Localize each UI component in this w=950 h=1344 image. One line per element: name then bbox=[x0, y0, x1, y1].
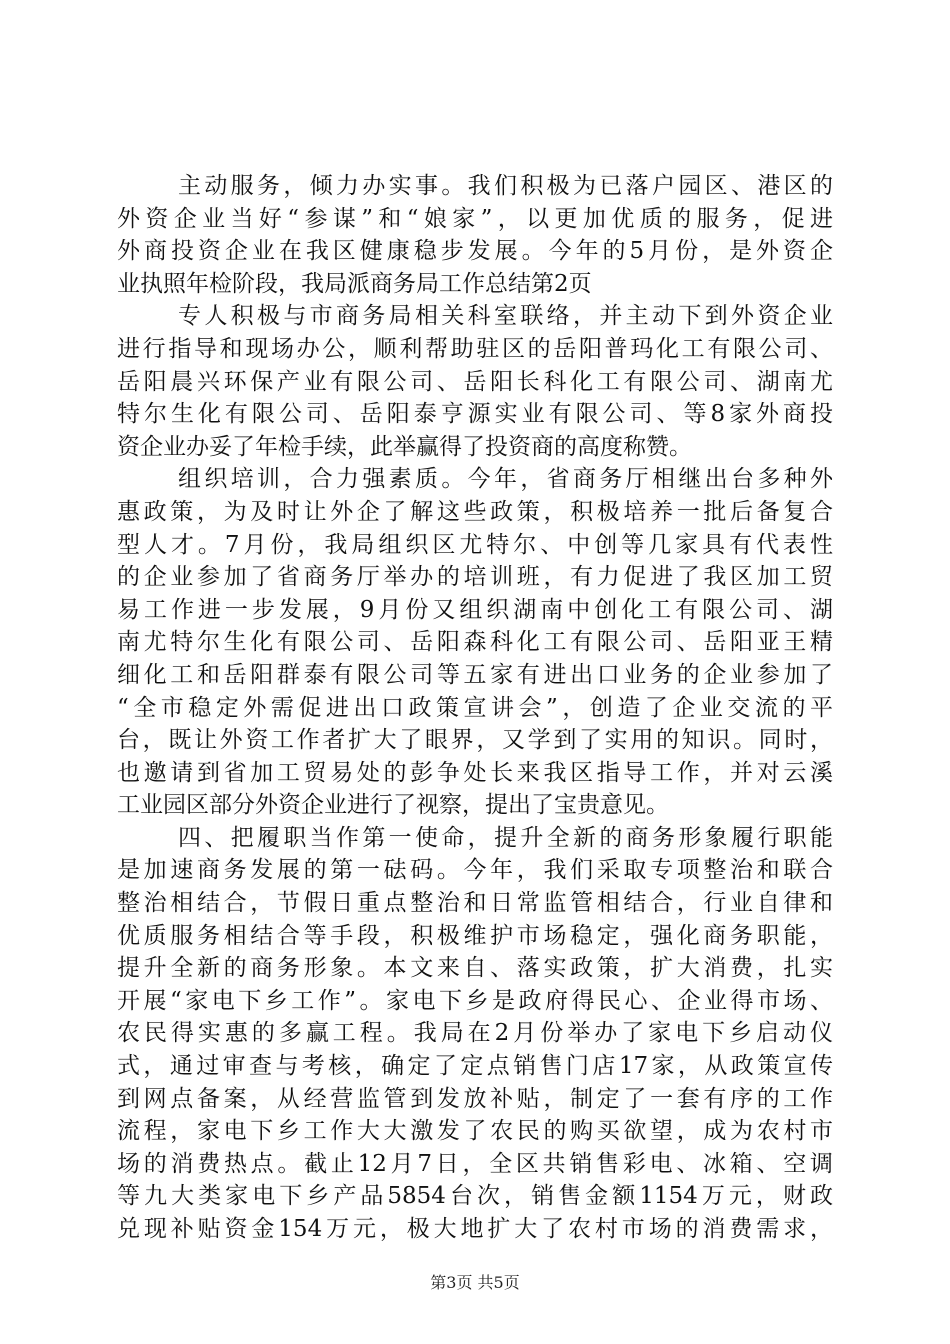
text-line: 流程，家电下乡工作大大激发了农民的购买欲望，成为农村市 bbox=[117, 1118, 833, 1145]
text-line: 优质服务相结合等手段，积极维护市场稳定，强化商务职能， bbox=[117, 922, 833, 949]
text-line: 提升全新的商务形象。本文来自、落实政策，扩大消费，扎实 bbox=[117, 955, 833, 982]
text-line: 特尔生化有限公司、岳阳泰亨源实业有限公司、等8家外商投 bbox=[117, 401, 833, 428]
text-line: 整治相结合，节假日重点整治和日常监管相结合，行业自律和 bbox=[117, 890, 833, 917]
text-line: 开展“家电下乡工作”。家电下乡是政府得民心、企业得市场、 bbox=[117, 987, 833, 1014]
text-line: 兑现补贴资金154万元，极大地扩大了农村市场的消费需求， bbox=[117, 1216, 833, 1242]
text-line: 场的消费热点。截止12月7日，全区共销售彩电、冰箱、空调 bbox=[117, 1150, 833, 1177]
text-line: 也邀请到省加工贸易处的彭争处长来我区指导工作，并对云溪 bbox=[117, 759, 833, 786]
text-line: 工业园区部分外资企业进行了视察，提出了宝贵意见。 bbox=[117, 792, 669, 819]
document-body bbox=[117, 170, 833, 1246]
text-line: 外资企业当好“参谋”和“娘家”，以更加优质的服务，促进 bbox=[117, 205, 833, 232]
text-line: 等九大类家电下乡产品5854台次，销售金额1154万元，财政 bbox=[117, 1183, 833, 1210]
text-line: 南尤特尔生化有限公司、岳阳森科化工有限公司、岳阳亚王精 bbox=[117, 629, 833, 656]
text-line: 资企业办妥了年检手续，此举赢得了投资商的高度称赞。 bbox=[117, 433, 692, 460]
text-line: 式，通过审查与考核，确定了定点销售门店17家，从政策宣传 bbox=[117, 1053, 833, 1080]
text-line: 外商投资企业在我区健康稳步发展。今年的5月份，是外资企 bbox=[117, 238, 833, 265]
text-line: 的企业参加了省商务厅举办的培训班，有力促进了我区加工贸 bbox=[117, 564, 833, 591]
text-line: 农民得实惠的多赢工程。我局在2月份举办了家电下乡启动仪 bbox=[117, 1020, 833, 1047]
text-line: 专人积极与市商务局相关科室联络，并主动下到外资企业 bbox=[178, 303, 833, 330]
text-line: 细化工和岳阳群泰有限公司等五家有进出口业务的企业参加了 bbox=[117, 661, 833, 688]
text-line: 组织培训，合力强素质。今年，省商务厅相继出台多种外 bbox=[178, 466, 833, 493]
text-line: 四、把履职当作第一使命，提升全新的商务形象履行职能 bbox=[178, 824, 833, 851]
text-line: 岳阳晨兴环保产业有限公司、岳阳长科化工有限公司、湖南尤 bbox=[117, 368, 833, 395]
text-line: 台，既让外资工作者扩大了眼界，又学到了实用的知识。同时， bbox=[117, 727, 833, 754]
text-line: 易工作进一步发展，9月份又组织湖南中创化工有限公司、湖 bbox=[117, 596, 833, 623]
page-footer: 第3页 共5页 bbox=[430, 1273, 520, 1292]
text-line: 到网点备案，从经营监管到发放补贴，制定了一套有序的工作 bbox=[117, 1085, 833, 1112]
text-line: 业执照年检阶段，我局派商务局工作总结第2页 bbox=[117, 270, 592, 297]
text-line: 惠政策，为及时让外企了解这些政策，积极培养一批后备复合 bbox=[117, 498, 833, 525]
text-line: 进行指导和现场办公，顺利帮助驻区的岳阳普玛化工有限公司、 bbox=[117, 335, 833, 362]
text-line: 是加速商务发展的第一砝码。今年，我们采取专项整治和联合 bbox=[117, 857, 833, 884]
text-line: “全市稳定外需促进出口政策宣讲会”，创造了企业交流的平 bbox=[117, 694, 833, 721]
text-line: 主动服务，倾力办实事。我们积极为已落户园区、港区的 bbox=[178, 173, 833, 199]
text-line: 型人才。7月份，我局组织区尤特尔、中创等几家具有代表性 bbox=[117, 531, 833, 558]
